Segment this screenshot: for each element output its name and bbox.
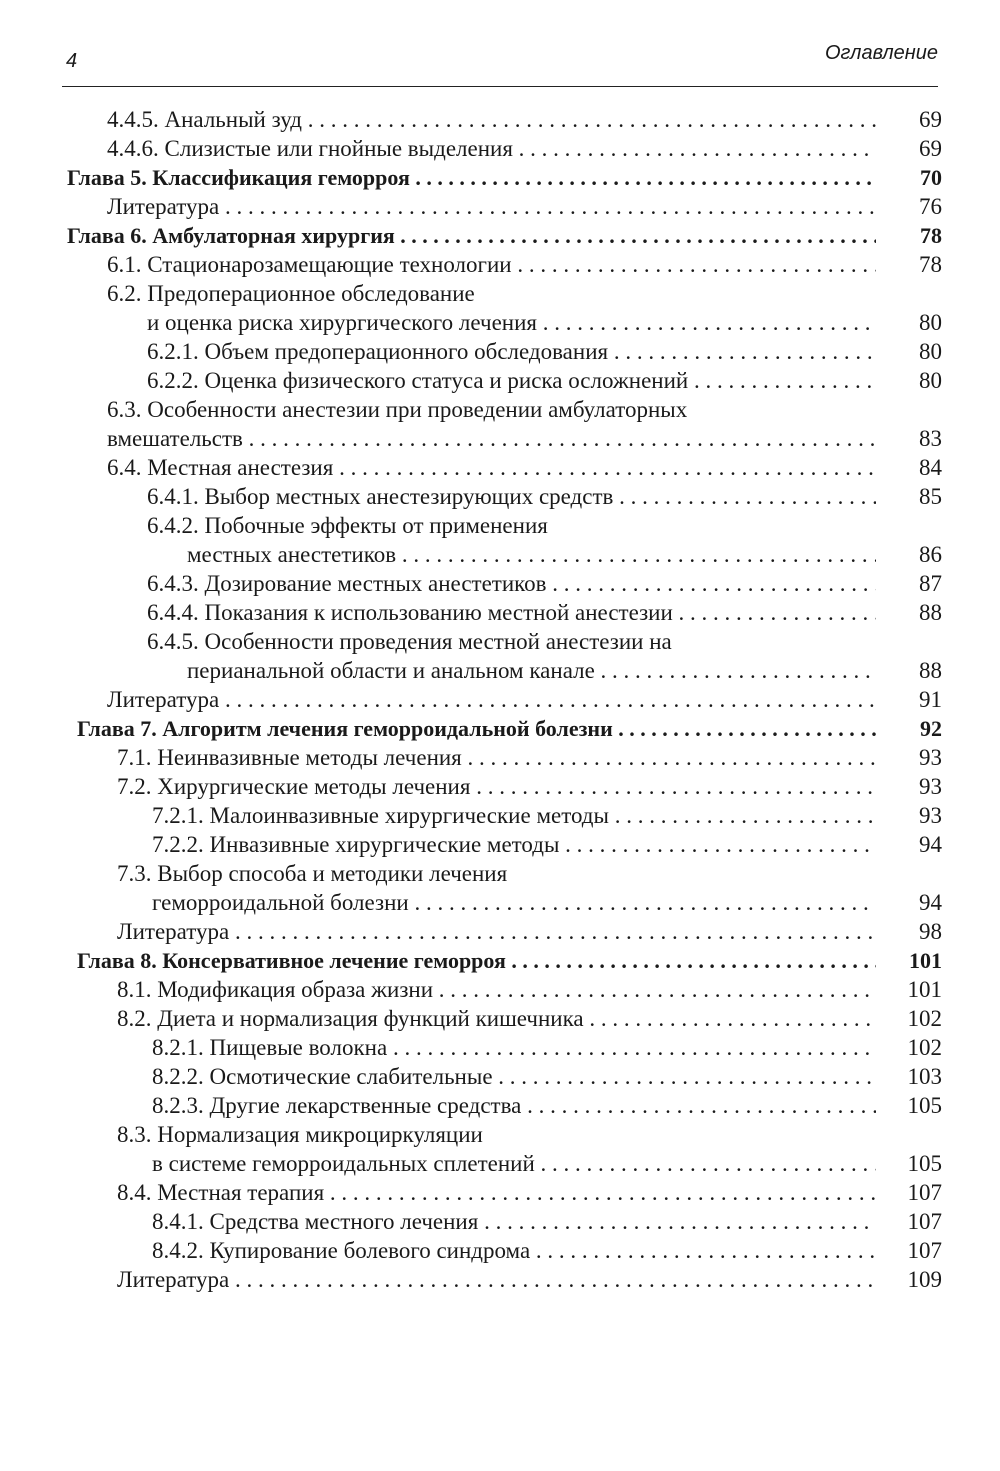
toc-chapter[interactable] [0,221,1000,250]
toc-entry-title: Местная анестезия [147,455,334,480]
toc-entry-page: 103 [876,1062,942,1091]
toc-entry-title: Инвазивные хирургические методы [209,832,560,857]
toc-entry-page: 78 [876,221,942,250]
toc-entry-number: 6.4.3. [147,571,199,596]
toc-entry-title: Консервативное лечение геморроя [162,948,506,973]
toc-entry-title: Литература [117,919,230,944]
toc-entry-number: 7.3. [117,861,152,886]
toc-entry[interactable] [0,337,1000,366]
toc-entry-page: 109 [876,1265,942,1294]
toc-entry-title: Алгоритм лечения геморроидальной болезни [162,716,613,741]
toc-entry-title-cont: геморроидальной болезни [152,890,409,915]
toc-entry-page: 101 [876,975,942,1004]
toc-entry-title-cont: перианальной области и анальном канале [187,658,595,683]
toc-entry-number: Глава 5. [67,165,147,190]
toc-entry-page: 80 [876,366,942,395]
toc-entry-title: Осмотические слабительные [209,1064,493,1089]
toc-entry-title: Диета и нормализация функций кишечника [157,1006,584,1031]
page-header [62,38,938,87]
toc-entry[interactable] [0,1004,1000,1033]
toc-entry-title: Модификация образа жизни [157,977,434,1002]
toc-entry-number: 6.1. [107,252,142,277]
toc-entry-number: 8.2. [117,1006,152,1031]
toc-entry-page: 87 [876,569,942,598]
toc-entry[interactable] [0,1265,1000,1294]
toc-entry[interactable] [0,1120,1000,1178]
toc-entry[interactable] [0,1178,1000,1207]
toc-entry-number: 8.2.3. [152,1093,204,1118]
toc-entry-number: 6.4.4. [147,600,199,625]
toc-entry[interactable] [0,627,1000,685]
toc-entry[interactable] [0,1062,1000,1091]
toc-entry-number: 6.4.5. [147,629,199,654]
toc-entry-title: Средства местного лечения [209,1209,479,1234]
toc-entry[interactable] [0,772,1000,801]
toc-entry[interactable] [0,1207,1000,1236]
toc-entry[interactable] [0,830,1000,859]
toc-entry-number: Глава 7. [77,716,157,741]
toc-entry[interactable] [0,453,1000,482]
toc-entry-page: 80 [876,308,942,337]
toc-entry[interactable] [0,743,1000,772]
toc-entry[interactable] [0,685,1000,714]
toc-entry-page: 105 [876,1091,942,1120]
toc-entry-title: Местная терапия [157,1180,325,1205]
toc-entry-title: Анальный зуд [164,107,302,132]
toc-entry-number: 6.4. [107,455,142,480]
toc-entry-page: 93 [876,743,942,772]
toc-entry-number: Глава 6. [67,223,147,248]
toc-entry-title: Литература [117,1267,230,1292]
toc-entry[interactable] [0,395,1000,453]
page-number: 4 [66,50,78,72]
toc-entry-page: 83 [876,424,942,453]
toc-entry-title: Побочные эффекты от применения [204,513,548,538]
toc-entry-page: 80 [876,337,942,366]
toc-entry-number: 4.4.6. [107,136,159,161]
toc-entry-title: Слизистые или гнойные выделения [164,136,513,161]
toc-chapter[interactable] [0,163,1000,192]
toc-entry-page: 93 [876,801,942,830]
toc-entry[interactable] [0,975,1000,1004]
toc-entry-page: 102 [876,1004,942,1033]
toc-entry-number: Глава 8. [77,948,157,973]
toc-entry[interactable] [0,1091,1000,1120]
toc-chapter[interactable] [0,714,1000,743]
toc-entry[interactable] [0,511,1000,569]
toc-entry-number: 8.4.2. [152,1238,204,1263]
toc-entry[interactable] [0,134,1000,163]
toc-entry-page: 94 [876,888,942,917]
toc-entry[interactable] [0,801,1000,830]
toc-entry-number: 6.2.2. [147,368,199,393]
toc-entry-page: 98 [876,917,942,946]
toc-entry-title: Литература [107,687,220,712]
toc-entry-number: 8.2.2. [152,1064,204,1089]
toc-entry-page: 69 [876,134,942,163]
toc-entry-title: Оценка физического статуса и риска осложнений [204,368,689,393]
toc-entry-number: 8.4.1. [152,1209,204,1234]
toc-entry[interactable] [0,1033,1000,1062]
toc-entry[interactable] [0,105,1000,134]
toc-entry-number: 6.2. [107,281,142,306]
toc-entry-title: Стационарозамещающие технологии [147,252,512,277]
toc-entry-page: 76 [876,192,942,221]
toc-entry-number: 7.2. [117,774,152,799]
toc-entry-page: 107 [876,1207,942,1236]
toc-entry-page: 91 [876,685,942,714]
toc-entry-title: Дозирование местных анестетиков [204,571,547,596]
toc-entry-title: Нормализация микроциркуляции [157,1122,483,1147]
toc-entry-page: 88 [876,598,942,627]
toc-entry-page: 92 [876,714,942,743]
toc-entry-number: 6.2.1. [147,339,199,364]
toc-entry[interactable] [0,279,1000,337]
toc-entry-title: Пищевые волокна [209,1035,388,1060]
toc-entry-page: 85 [876,482,942,511]
toc-entry-page: 84 [876,453,942,482]
toc-entry-page: 88 [876,656,942,685]
toc-entry-page: 86 [876,540,942,569]
table-of-contents [0,105,1000,1294]
toc-entry-page: 69 [876,105,942,134]
running-title: Оглавление [824,42,938,64]
toc-entry[interactable] [0,366,1000,395]
toc-entry-title: Неинвазивные методы лечения [157,745,462,770]
toc-entry-number: 4.4.5. [107,107,159,132]
toc-entry[interactable] [0,569,1000,598]
toc-entry-page: 101 [876,946,942,975]
toc-entry-title: Объем предоперационного обследования [204,339,609,364]
toc-entry-title: Хирургические методы лечения [157,774,471,799]
toc-entry-page: 70 [876,163,942,192]
toc-entry-page: 105 [876,1149,942,1178]
toc-entry-title: Классификация геморроя [152,165,410,190]
toc-entry-page: 107 [876,1236,942,1265]
toc-entry-number: 8.2.1. [152,1035,204,1060]
toc-entry-title-cont: местных анестетиков [187,542,397,567]
toc-entry-title: Выбор способа и методики лечения [157,861,508,886]
toc-entry-page: 102 [876,1033,942,1062]
toc-entry-title: Малоинвазивные хирургические методы [209,803,609,828]
toc-entry-number: 8.3. [117,1122,152,1147]
toc-entry[interactable] [0,192,1000,221]
toc-entry[interactable] [0,598,1000,627]
toc-entry[interactable] [0,917,1000,946]
toc-entry-title: Литература [107,194,220,219]
toc-entry-number: 8.4. [117,1180,152,1205]
toc-entry-page: 93 [876,772,942,801]
toc-entry[interactable] [0,250,1000,279]
toc-entry-number: 7.1. [117,745,152,770]
toc-entry-title: Купирование болевого синдрома [209,1238,531,1263]
toc-entry-title: Предоперационное обследование [147,281,475,306]
toc-chapter[interactable] [0,946,1000,975]
toc-entry-page: 94 [876,830,942,859]
toc-entry-number: 8.1. [117,977,152,1002]
toc-entry-number: 7.2.2. [152,832,204,857]
toc-entry-title: Другие лекарственные средства [209,1093,522,1118]
toc-entry[interactable] [0,482,1000,511]
toc-entry-number: 6.4.2. [147,513,199,538]
toc-entry-title-cont: вмешательств [107,426,243,451]
toc-entry[interactable] [0,859,1000,917]
toc-entry-number: 7.2.1. [152,803,204,828]
toc-entry-title: Выбор местных анестезирующих средств [204,484,614,509]
toc-entry-number: 6.4.1. [147,484,199,509]
toc-entry-page: 78 [876,250,942,279]
toc-entry-page: 107 [876,1178,942,1207]
toc-entry-title-cont: и оценка риска хирургического лечения [147,310,537,335]
toc-entry-number: 6.3. [107,397,142,422]
toc-entry-title: Показания к использованию местной анестезии [204,600,673,625]
toc-entry-title: Особенности проведения местной анестезии на [204,629,672,654]
toc-entry[interactable] [0,1236,1000,1265]
toc-entry-title: Амбулаторная хирургия [152,223,395,248]
toc-entry-title-cont: в системе геморроидальных сплетений [152,1151,535,1176]
toc-entry-title: Особенности анестезии при проведении амбулаторных [147,397,688,422]
